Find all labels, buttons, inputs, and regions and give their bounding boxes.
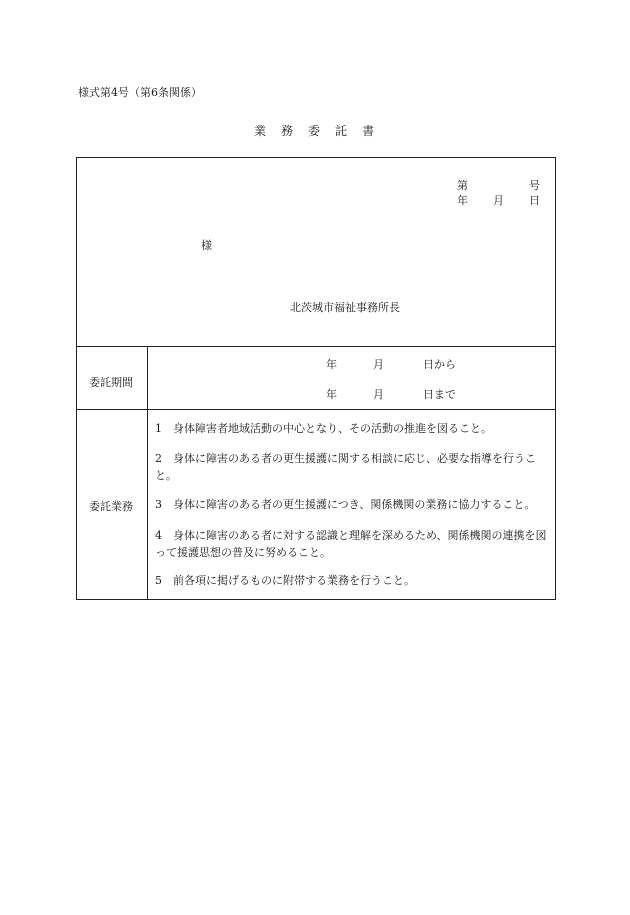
period-to-year: 年 xyxy=(326,388,337,401)
document-title xyxy=(254,122,374,139)
title-char: 書 xyxy=(362,124,375,138)
duty-item: 4 身体に障害のある者に対する認識と理解を深めるため、関係機関の連携を図って援護思想の普及に努めること。 xyxy=(155,529,547,559)
duty-item: 1 身体障害者地域活動の中心となり、その活動の推進を図ること。 xyxy=(155,422,492,435)
period-from-year: 年 xyxy=(326,358,337,371)
title-char: 務 xyxy=(281,124,294,138)
number-suffix: 号 xyxy=(529,179,540,192)
issuer-name: 北茨城市福祉事務所長 xyxy=(290,301,400,314)
column-divider xyxy=(147,346,148,600)
duty-item: 3 身体に障害のある者の更生援護につき、関係機関の業務に協力すること。 xyxy=(155,498,536,511)
period-to-month: 月 xyxy=(373,388,384,401)
title-char: 託 xyxy=(335,124,348,138)
duty-item: 2 身体に障害のある者の更生援護に関する相談に応じ、必要な指導を行うこと。 xyxy=(155,452,536,482)
date-day-label: 日 xyxy=(529,194,540,207)
title-char: 業 xyxy=(254,124,267,138)
title-char: 委 xyxy=(308,124,321,138)
divider xyxy=(77,346,555,347)
addressee-suffix: 様 xyxy=(201,239,212,252)
number-prefix: 第 xyxy=(457,179,468,192)
period-from-day: 日から xyxy=(423,358,456,371)
date-year-label: 年 xyxy=(457,194,468,207)
form-number-label: 様式第4号（第6条関係） xyxy=(78,86,202,99)
period-label: 委託期間 xyxy=(89,376,133,389)
duties-label: 委託業務 xyxy=(89,500,133,513)
duty-item: 5 前各項に掲げるものに附帯する業務を行うこと。 xyxy=(155,574,415,587)
contract-form-table xyxy=(76,157,556,600)
period-to-day: 日まで xyxy=(423,388,456,401)
date-month-label: 月 xyxy=(493,194,504,207)
divider xyxy=(77,409,555,410)
period-from-month: 月 xyxy=(373,358,384,371)
